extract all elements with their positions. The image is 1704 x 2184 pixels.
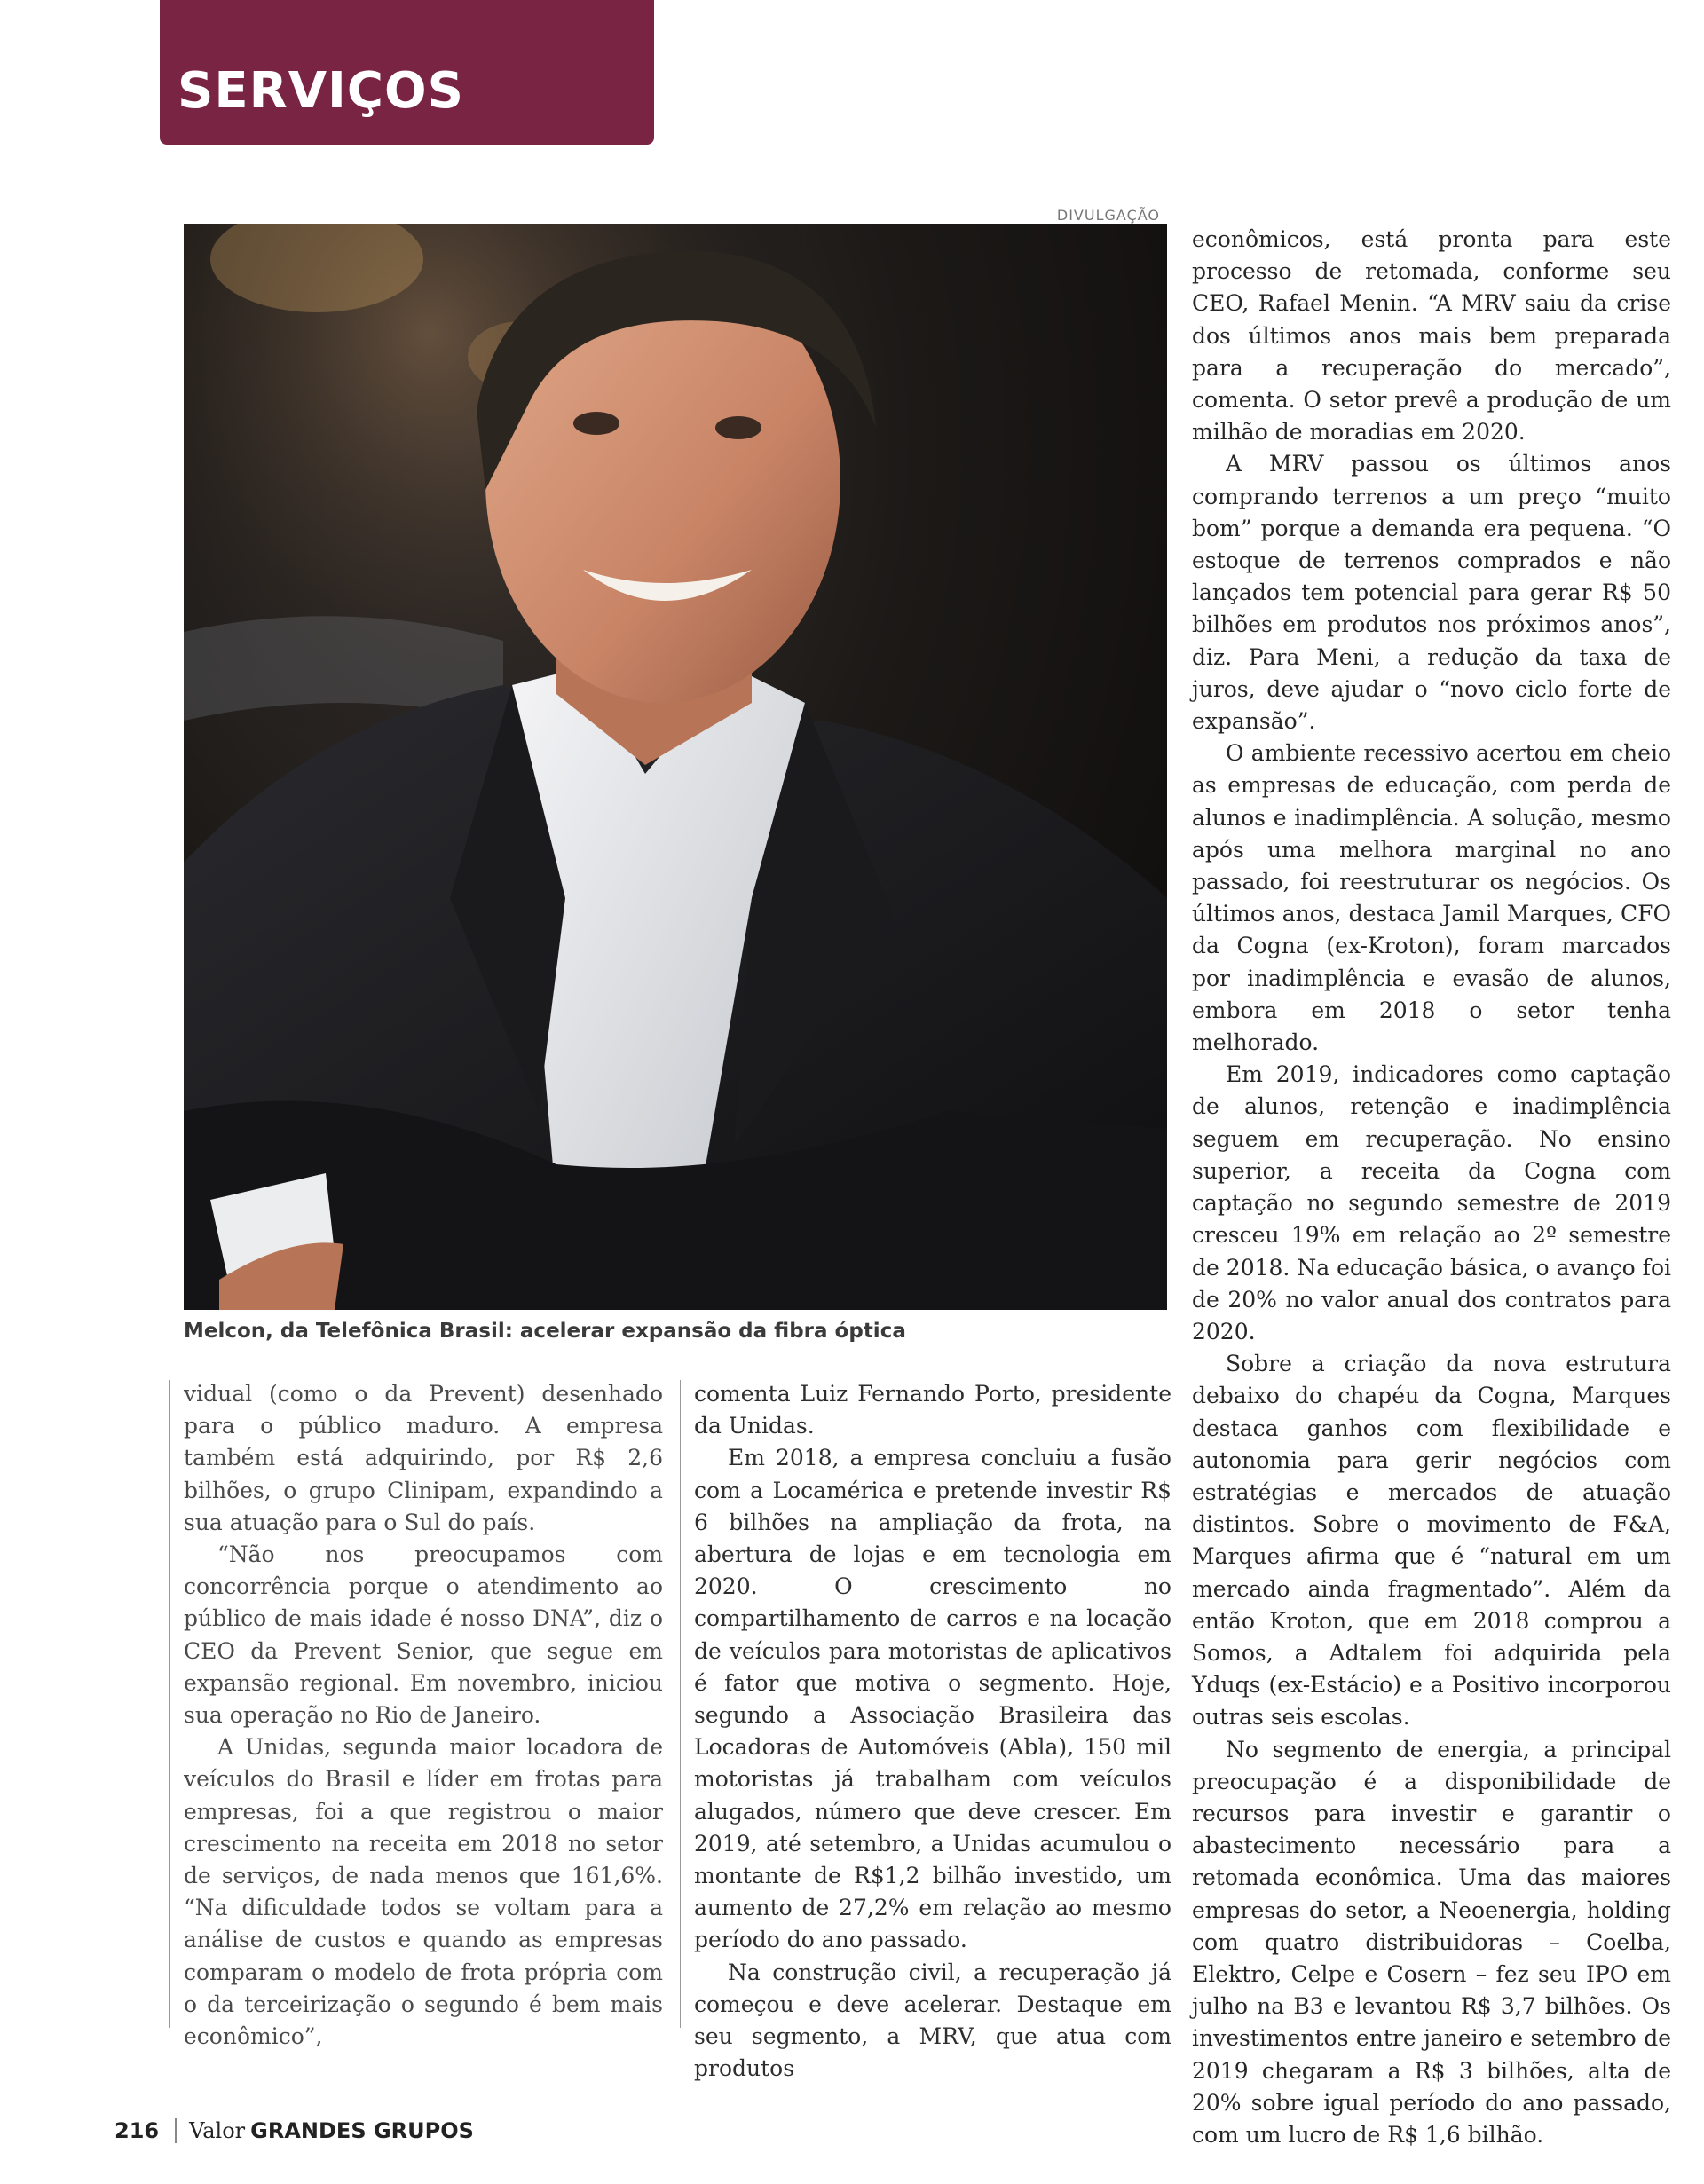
paragraph: O ambiente recessivo acertou em cheio as empresas de educação, com perda de alunos e inadimplência. A solução, mesmo após uma melhora marginal no ano passado, foi reestruturar os negócios. Os últimos anos, destaca Jamil Marques, CFO da Cogna (ex-Kroton), foram marcados por inadimplência e evasão de alunos, embora em 2018 o setor tenha melhorado. [1192, 740, 1671, 1056]
paragraph: “Não nos preocupamos com concorrência porque o atendimento ao público de mais idade é nosso DNA”, diz o CEO da Prevent Senior, que segue em expansão regional. Em novembro, iniciou sua operação no Rio de Janeiro. [184, 1541, 663, 1729]
paragraph: econômicos, está pronta para este processo de retomada, conforme seu CEO, Rafael Menin. “A MRV saiu da crise dos últimos anos mais bem preparada para a recuperação do mercado”, comenta. O setor prevê a produção de um milhão de moradias em 2020. [1192, 226, 1671, 445]
section-tab [160, 0, 654, 145]
column-rule [680, 1380, 681, 2028]
paragraph: Sobre a criação da nova estrutura debaixo do chapéu da Cogna, Marques destaca ganhos com flexibilidade e autonomia para gerir negócios com estratégias e mercados de atuação distintos. Sobre o movimento de F&A, Marques afirma que é “natural em um mercado ainda fragmentado”. Além da então Kroton, que em 2018 comprou a Somos, a Adtalem foi adquirida pela Yduqs (ex-Estácio) e a Positivo incorporou outras seis escolas. [1192, 1351, 1671, 1731]
page-footer [114, 2118, 474, 2143]
section-title: SERVIÇOS [178, 62, 464, 120]
article-column-3 [1192, 224, 1671, 2151]
column-rule [169, 1380, 170, 2028]
paragraph: A MRV passou os últimos anos comprando terrenos a um preço “muito bom” porque a demanda era pequena. “O estoque de terrenos comprados e não lançados tem potencial para gerar R$ 50 bilhões em produtos nos próximos anos”, diz. Para Meni, a redução da taxa de juros, deve ajudar o “novo ciclo forte de expansão”. [1192, 451, 1671, 735]
paragraph: A Unidas, segunda maior locadora de veículos do Brasil e líder em frotas para empresas, foi a que registrou o maior crescimento na receita em 2018 no setor de serviços, de nada menos que 161,6%. “Na dificuldade todos se voltam para a análise de custos e quando as empresas comparam o modelo de frota própria com o da terceirização o segundo é bem mais econômico”, [184, 1734, 663, 2050]
paragraph: Em 2019, indicadores como captação de alunos, retenção e inadimplência seguem em recuperação. No ensino superior, a receita da Cogna com captação no segundo semestre de 2019 cresceu 19% em relação ao 2º semestre de 2018. Na educação básica, o avanço foi de 20% no valor anual dos contratos para 2020. [1192, 1061, 1671, 1344]
footer-divider [175, 2118, 177, 2143]
page-number: 216 [114, 2118, 160, 2143]
publication-name: GRANDES GRUPOS [250, 2118, 474, 2143]
paragraph: No segmento de energia, a principal preocupação é a disponibilidade de recursos para investir e garantir o abastecimento necessário para a retomada econômica. Uma das maiores empresas do setor, a Neoenergia, holding com quatro distribuidoras – Coelba, Elektro, Celpe e Cosern – fez seu IPO em julho na B3 e levantou R$ 3,7 bilhões. Os investimentos entre janeiro e setembro de 2019 chegaram a R$ 3 bilhões, alta de 20% sobre igual período do ano passado, com um lucro de R$ 1,6 bilhão. [1192, 1736, 1671, 2148]
brand-name: Valor [189, 2118, 246, 2143]
article-column-2 [694, 1378, 1172, 2085]
portrait-illustration [184, 224, 1167, 1310]
paragraph: Na construção civil, a recuperação já começou e deve acelerar. Destaque em seu segmento, a MRV, que atua com produtos [694, 1959, 1172, 2082]
photo-caption: Melcon, da Telefônica Brasil: acelerar expansão da fibra óptica [184, 1320, 906, 1343]
paragraph: Em 2018, a empresa concluiu a fusão com a Locamérica e pretende investir R$ 6 bilhões na ampliação da frota, na abertura de lojas e em tecnologia em 2020. O crescimento no compartilhamento de carros e na locação de veículos para motoristas de aplicativos é fator que motiva o segmento. Hoje, segundo a Associação Brasileira das Locadoras de Automóveis (Abla), 150 mil motoristas já trabalham com veículos alugados, número que deve crescer. Em 2019, até setembro, a Unidas acumulou o montante de R$1,2 bilhão investido, um aumento de 27,2% em relação ao mesmo período do ano passado. [694, 1445, 1172, 1953]
portrait-photo [184, 224, 1167, 1310]
photo-credit: DIVULGAÇÃO [1056, 207, 1160, 224]
article-column-1 [184, 1378, 663, 2053]
paragraph: comenta Luiz Fernando Porto, presidente da Unidas. [694, 1381, 1172, 1439]
paragraph: vidual (como o da Prevent) desenhado para o público maduro. A empresa também está adquirindo, por R$ 2,6 bilhões, o grupo Clinipam, expandindo a sua atuação para o Sul do país. [184, 1381, 663, 1535]
